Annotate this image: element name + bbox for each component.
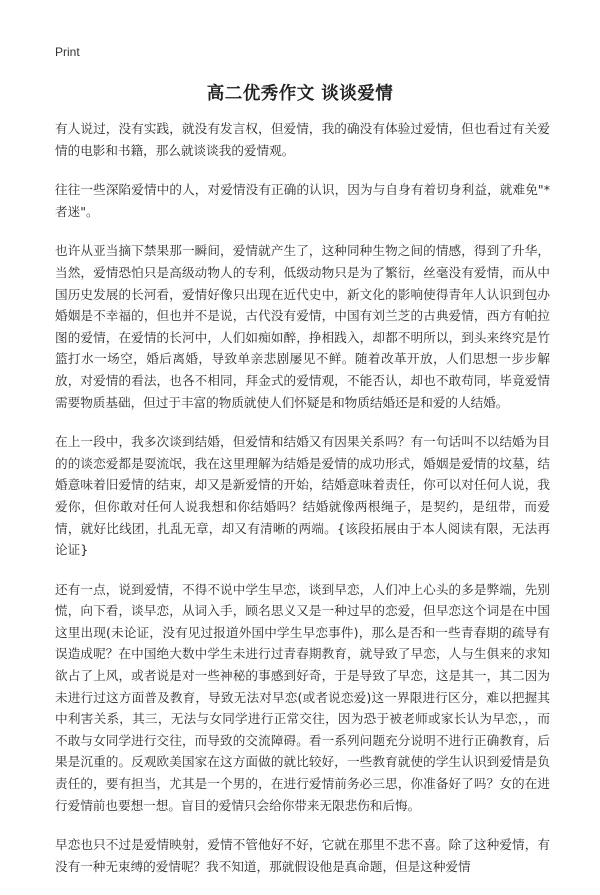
paragraph: 有人说过，没有实践，就没有发言权，但爱情，我的确没有体验过爱情，但也看过有关爱情的电影和书籍，那么就谈谈我的爱情观。 bbox=[55, 121, 550, 158]
print-link[interactable]: Print bbox=[55, 45, 80, 59]
paragraph: 也许从亚当摘下禁果那一瞬间，爱情就产生了，这种同种生物之间的情感，得到了升华，当然，爱情恐怕只是高级动物人的专利，低级动物只是为了繁衍，丝毫没有爱情，而从中国历史发展的长河看，爱情好像只出现在近代史中，新文化的影响使得青年人认识到包办婚姻是不幸福的，但也并不是说，古代没有爱情，中国有刘兰芝的古典爱情，西方有帕拉图的爱情，在爱情的长河中，人们如痴如醉，挣相践入，却都不明所以，到头来终究是竹篮打水一场空，婚后离婚，导致单亲悲剧屡见不鲜。随着改革开放，人们思想一步步解放，对爱情的看法，也各不相同，拜金式的爱情观，不能否认，却也不敢苟同，毕竟爱情需要物质基础，但过于丰富的物质就使人们怀疑是和物质结婚还是和爱的人结婚。 bbox=[55, 243, 550, 410]
paragraph: 往往一些深陷爱情中的人，对爱情没有正确的认识，因为与自身有着切身利益，就难免"*者迷"。 bbox=[55, 182, 550, 219]
article-body bbox=[55, 118, 550, 895]
paragraph: 在上一段中，我多次谈到结婚，但爱情和结婚又有因果关系吗？有一句话叫不以结婚为目的的谈恋爱都是耍流氓，我在这里理解为结婚是爱情的成功形式，婚姻是爱情的坟墓，结婚意味着旧爱情的结束，却又是新爱情的开始，结婚意味着责任，你可以对任何人说，我爱你，但你敢对任何人说我想和你结婚吗？结婚就像两根绳子，是契约，是纽带，而爱情，就好比线团，扎乱无章，却又有清晰的两端。{该段拓展由于本人阅读有限，无法再论证} bbox=[55, 434, 550, 558]
paragraph: 早恋也只不过是爱情映射，爱情不管他好不好，它就在那里不悲不喜。除了这种爱情，有没有一种无束缚的爱情呢？我不知道，那就假设他是真命题，但是这种爱情 bbox=[55, 837, 550, 874]
paragraph: 还有一点，说到爱情，不得不说中学生早恋，谈到早恋，人们冲上心头的多是弊端，先别慌，向下看，谈早恋，从词入手，顾名思义又是一种过早的恋爱，但早恋这个词是在中国这里出现(未论证，没有见过报道外国中学生早恋事件)，那么是否和一些青春期的疏导有误造成呢？在中国绝大数中学生未进行过青春期教育，就导致了早恋，人与生俱来的求知欲占了上风，或者说是对一些神秘的事感到好奇，于是导致了早恋，这是其一，其二因为未进行过这方面普及教育，导致无法对早恋(或者说恋爱)这一界限进行区分，难以把握其中利害关系，其三，无法与女同学进行正常交往，因为恐于被老师或家长认为早恋，，而不敢与女同学进行交往，而导致的交流障碍。看一系列问题充分说明不进行正确教育，后果是沉重的。反观欧美国家在这方面做的就比较好，一些教育就使的学生认识到爱情是负责任的，要有担当，尤其是一个男的，在进行爱情前务必三思，你准备好了吗？女的在进行爱情前也要想一想。盲目的爱情只会给你带来无限悲伤和后悔。 bbox=[55, 581, 550, 813]
article-title: 高二优秀作文 谈谈爱情 bbox=[206, 84, 394, 104]
